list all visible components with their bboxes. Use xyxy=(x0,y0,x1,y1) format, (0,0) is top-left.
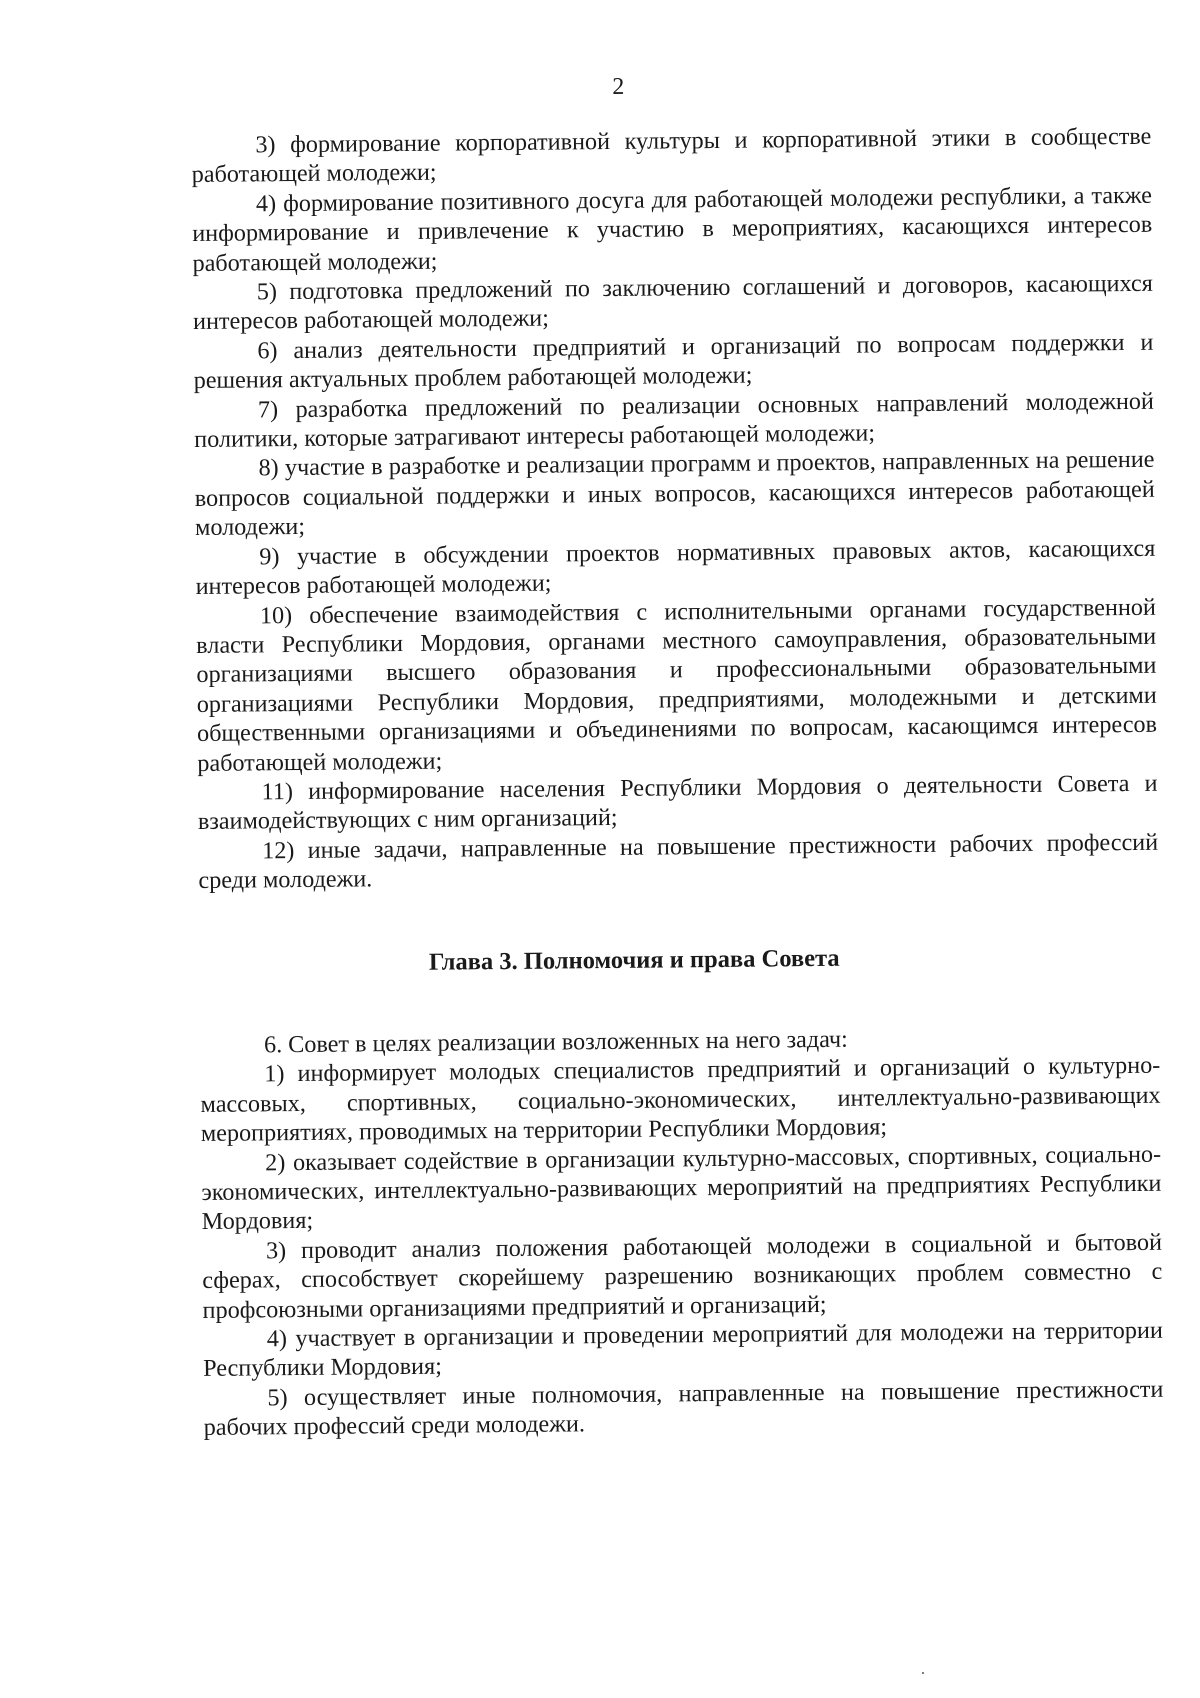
task-item: 12) иные задачи, направленные на повышение престижности рабочих профессий среди молодежи. xyxy=(198,828,1159,895)
task-item: 6) анализ деятельности предприятий и организаций по вопросам поддержки и решения актуальных проблем работающей молодежи; xyxy=(193,328,1154,395)
powers-list xyxy=(200,1022,1164,1443)
task-item: 3) формирование корпоративной культуры и корпоративной этики в сообществе работающей молодежи; xyxy=(191,122,1152,189)
page-number: 2 xyxy=(612,73,625,100)
task-item: 7) разработка предложений по реализации основных направлений молодежной политики, которые затрагивают интересы работающей молодежи; xyxy=(194,387,1155,454)
task-item: 11) информирование населения Республики Мордовия о деятельности Совета и взаимодействующих с ним организаций; xyxy=(197,769,1158,836)
power-item: 4) участвует в организации и проведении мероприятий для молодежи на территории Республики Мордовия; xyxy=(203,1316,1163,1383)
power-item: 1) информирует молодых специалистов предприятий и организаций о культурно-массовых, спортивных, социально-экономических, интеллектуально-развивающих мероприятиях, проводимых на территории Республики Мордовия; xyxy=(200,1052,1161,1148)
scanned-text-area xyxy=(190,0,1166,1698)
chapter-heading: Глава 3. Полномочия и права Совета xyxy=(428,944,840,976)
scan-speck xyxy=(922,1672,924,1674)
power-item: 3) проводит анализ положения работающей молодежи в социальной и бытовой сферах, способствует скорейшему разрешению возникающих проблем совместно с профсоюзными организациями предприятий и организаций; xyxy=(202,1228,1163,1324)
task-item: 4) формирование позитивного досуга для работающей молодежи республики, а также информирование и привлечение к участию в мероприятиях, касающихся интересов работающей молодежи; xyxy=(192,181,1153,277)
task-item: 8) участие в разработке и реализации программ и проектов, направленных на решение вопросов социальной поддержки и иных вопросов, касающихся интересов работающей молодежи; xyxy=(194,446,1155,542)
power-item: 5) осуществляет иные полномочия, направленные на повышение престижности рабочих профессий среди молодежи. xyxy=(203,1375,1164,1442)
task-item: 10) обеспечение взаимодействия с исполнительными органами государственной власти Республики Мордовия, органами местного самоуправления, образовательными организациями высшего образования и профессиональными образовательными организациями Республики Мордовия, предприятиями, молодежными и детскими общественными организациями и объединениями по вопросам, касающимся интересов работающей молодежи; xyxy=(196,593,1158,777)
power-item: 2) оказывает содействие в организации культурно-массовых, спортивных, социально-экономических, интеллектуально-развивающих мероприятий на предприятиях Республики Мордовия; xyxy=(201,1140,1162,1236)
task-item: 5) подготовка предложений по заключению соглашений и договоров, касающихся интересов работающей молодежи; xyxy=(192,269,1153,336)
tasks-list xyxy=(191,122,1158,896)
powers-intro: 6. Совет в целях реализации возложенных на него задач: xyxy=(263,1025,848,1059)
task-item: 9) участие в обсуждении проектов нормативных правовых актов, касающихся интересов работающей молодежи; xyxy=(195,534,1156,601)
